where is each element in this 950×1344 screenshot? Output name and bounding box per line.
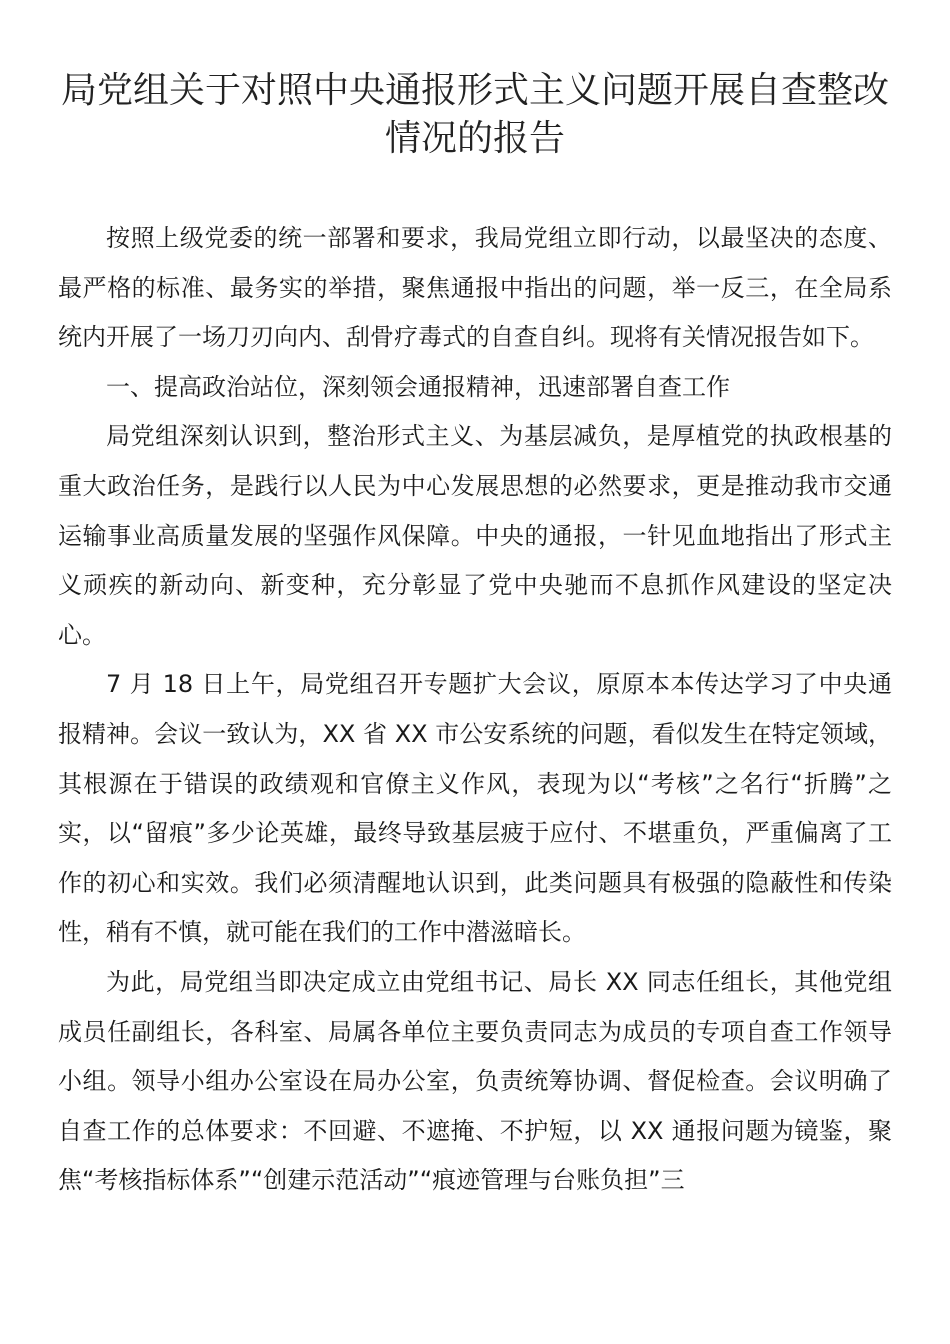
document-title-line-2: 情况的报告 <box>384 118 565 159</box>
paragraph-intro: 按照上级党委的统一部署和要求，我局党组立即行动，以最坚决的态度、最严格的标准、最务实的举措，聚焦通报中指出的问题，举一反三，在全局系统内开展了一场刀刃向内、刮骨疗毒式的自查自纠。现将有关情况报告如下。 <box>58 224 892 352</box>
document-body <box>58 214 892 1206</box>
paragraph-leading-group: 为此，局党组当即决定成立由党组书记、局长 XX 同志任组长，其他党组成员任副组长，各科室、局属各单位主要负责同志为成员的专项自查工作领导小组。领导小组办公室设在局办公室，负责统筹协调、督促检查。会议明确了自查工作的总体要求：不回避、不遮掩、不护短，以 XX 通报问题为镜鉴，聚焦“考核指标体系”“创建示范活动”“痕迹管理与台账负担”三 <box>58 967 892 1195</box>
paragraph-awareness: 局党组深刻认识到，整治形式主义、为基层减负，是厚植党的执政根基的重大政治任务，是践行以人民为中心发展思想的必然要求，更是推动我市交通运输事业高质量发展的坚强作风保障。中央的通报，一针见血地指出了形式主义顽疾的新动向、新变种，充分彰显了党中央驰而不息抓作风建设的坚定决心。 <box>58 422 892 649</box>
section-heading-1: 一、提高政治站位，深刻领会通报精神，迅速部署自查工作 <box>106 372 730 401</box>
paragraph-meeting: 7 月 18 日上午，局党组召开专题扩大会议，原原本本传达学习了中央通报精神。会议一致认为，XX 省 XX 市公安系统的问题，看似发生在特定领域，其根源在于错误的政绩观和官僚主义作风，表现为以“考核”之名行“折腾”之实，以“留痕”多少论英雄，最终导致基层疲于应付、不堪重负，严重偏离了工作的初心和实效。我们必须清醒地认识到，此类问题具有极强的隐蔽性和传染性，稍有不慎，就可能在我们的工作中潜滋暗长。 <box>58 670 892 947</box>
document-title-line-1: 局党组关于对照中央通报形式主义问题开展自查整改 <box>60 70 889 111</box>
